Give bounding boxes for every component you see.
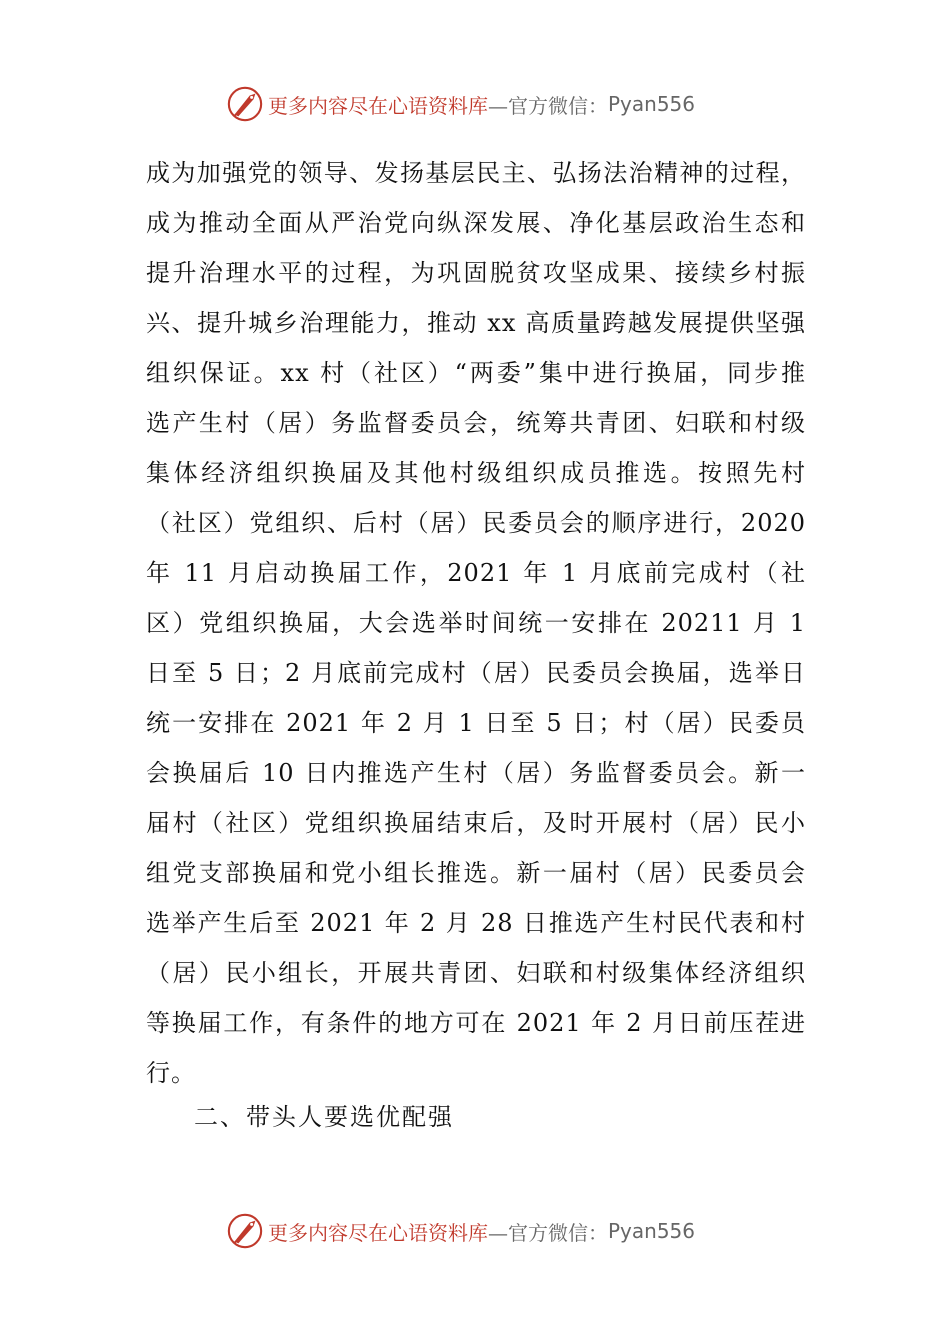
body-line: 组党支部换届和党小组长推选。新一届村（居）民委员会 bbox=[146, 859, 806, 887]
body-line: 组织保证。xx 村（社区）“两委”集中进行换届，同步推 bbox=[146, 359, 806, 387]
body-line: 成为推动全面从严治党向纵深发展、净化基层政治生态和 bbox=[146, 209, 806, 237]
body-line: 选产生村（居）务监督委员会，统筹共青团、妇联和村级 bbox=[146, 409, 806, 437]
body-line: 行。 bbox=[146, 1059, 196, 1087]
body-line: 年 11 月启动换届工作，2021 年 1 月底前完成村（社 bbox=[146, 559, 806, 587]
body-line: （社区）党组织、后村（居）民委员会的顺序进行，2020 bbox=[146, 509, 806, 537]
body-line: 届村（社区）党组织换届结束后，及时开展村（居）民小 bbox=[146, 809, 806, 837]
pen-nib-logo-icon bbox=[226, 1212, 264, 1250]
body-line: 会换届后 10 日内推选产生村（居）务监督委员会。新一 bbox=[146, 759, 806, 787]
banner-wechat-handle: Pyan556 bbox=[608, 1219, 696, 1243]
body-line: 等换届工作，有条件的地方可在 2021 年 2 月日前压茬进 bbox=[146, 1009, 806, 1037]
banner-site-text: 更多内容尽在心语资料库 bbox=[268, 93, 488, 118]
body-line: 提升治理水平的过程，为巩固脱贫攻坚成果、接续乡村振 bbox=[146, 259, 806, 287]
pen-nib-logo-icon bbox=[226, 85, 264, 123]
body-line: 兴、提升城乡治理能力，推动 xx 高质量跨越发展提供坚强 bbox=[146, 309, 806, 337]
banner-wechat-label: —官方微信： bbox=[488, 93, 608, 118]
body-line: 日至 5 日；2 月底前完成村（居）民委员会换届，选举日 bbox=[146, 659, 806, 687]
document-body bbox=[146, 148, 806, 1098]
section-heading: 二、带头人要选优配强 bbox=[194, 1103, 454, 1131]
banner-site-text: 更多内容尽在心语资料库 bbox=[268, 1220, 488, 1245]
footer-banner bbox=[226, 1211, 746, 1251]
body-line: 集体经济组织换届及其他村级组织成员推选。按照先村 bbox=[146, 459, 806, 487]
banner-wechat-label: —官方微信： bbox=[488, 1220, 608, 1245]
body-line: （居）民小组长，开展共青团、妇联和村级集体经济组织 bbox=[146, 959, 806, 987]
body-line: 选举产生后至 2021 年 2 月 28 日推选产生村民代表和村 bbox=[146, 909, 806, 937]
body-line: 区）党组织换届，大会选举时间统一安排在 20211 月 1 bbox=[146, 609, 806, 637]
body-line: 成为加强党的领导、发扬基层民主、弘扬法治精神的过程， bbox=[146, 159, 806, 187]
header-banner bbox=[226, 84, 746, 124]
banner-wechat-handle: Pyan556 bbox=[608, 92, 696, 116]
body-line: 统一安排在 2021 年 2 月 1 日至 5 日；村（居）民委员 bbox=[146, 709, 806, 737]
